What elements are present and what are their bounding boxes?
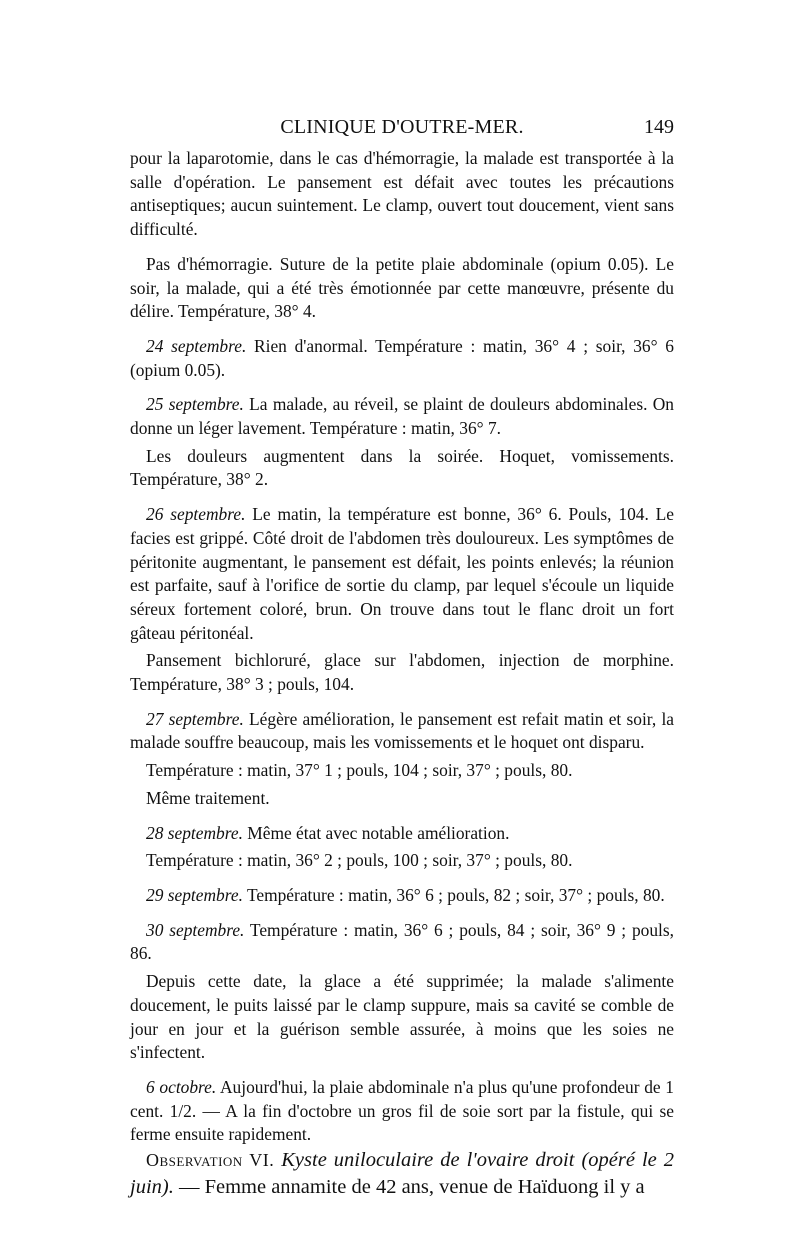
paragraph-12: Température : matin, 36° 2 ; pouls, 100 ; soir, 37° ; pouls, 80.: [146, 850, 573, 871]
entry-date: 24 septembre.: [146, 335, 247, 356]
entry-24-septembre: [130, 335, 674, 382]
observation-label: Observation VI.: [146, 1150, 275, 1171]
entry-text: Aujourd'hui, la plaie abdominale n'a plus qu'une profondeur de 1 cent. 1/2. — A la fin d'octobre un gros fil de soie sort par la fistule, qui se ferme ensuite rapidement.: [130, 1076, 675, 1145]
paragraph-15: Depuis cette date, la glace a été supprimée; la malade s'alimente doucement, le puits laissé par le clamp suppure, mais sa cavité se comble de jour en jour et la guérison semble assurée, à moins que les soies ne s'infectent.: [130, 971, 674, 1063]
entry-text: Légère amélioration, le pansement est refait matin et soir, la malade souffre beaucoup, mais les vomissements et le hoquet ont disparu.: [130, 708, 675, 753]
observation-text: — Femme annamite de 42 ans, venue de Haïduong il y a: [173, 1176, 645, 1199]
paragraph-2: Pas d'hémorragie. Suture de la petite plaie abdominale (opium 0.05). Le soir, la malade, qui a été très émotionnée par cette manœuvre, présente du délire. Température, 38° 4.: [130, 253, 674, 322]
entry-6-octobre: [130, 1076, 674, 1147]
entry-text: Température : matin, 36° 6 ; pouls, 84 ; soir, 36° 9 ; pouls, 86.: [130, 919, 674, 964]
entry-29-septembre: [130, 884, 674, 908]
entry-26-septembre: [130, 503, 674, 645]
paragraph-5: Les douleurs augmentent dans la soirée. Hoquet, vomissements. Température, 38° 2.: [130, 445, 674, 490]
entry-text: Rien d'anormal. Température : matin, 36° 4 ; soir, 36° 6 (opium 0.05).: [130, 335, 674, 380]
observation-heading: [130, 1147, 674, 1201]
entry-date: 28 septembre.: [146, 822, 243, 843]
entry-date: 25 septembre.: [146, 394, 244, 415]
entry-text: Température : matin, 36° 6 ; pouls, 82 ; soir, 37° ; pouls, 80.: [242, 884, 665, 905]
paragraph-1: pour la laparotomie, dans le cas d'hémorragie, la malade est transportée à la salle d'opération. Le pansement est défait avec toutes les précautions antiseptiques; aucun suintement. Le clamp, ouvert tout doucement, vient sans difficulté.: [130, 148, 674, 240]
page-header: [130, 116, 674, 144]
entry-date: 26 septembre.: [146, 504, 246, 525]
body-text: [130, 147, 674, 1201]
entry-25-septembre: [130, 393, 674, 440]
entry-date: 27 septembre.: [146, 708, 244, 729]
paragraph-7: Pansement bichloruré, glace sur l'abdomen, injection de morphine. Température, 38° 3 ; pouls, 104.: [130, 650, 674, 695]
running-title: CLINIQUE D'OUTRE-MER.: [280, 116, 524, 138]
entry-28-septembre: [130, 822, 674, 846]
page-number: 149: [644, 116, 674, 138]
entry-date: 6 octobre.: [146, 1076, 217, 1097]
paragraph-10: Même traitement.: [146, 787, 270, 808]
entry-27-septembre: [130, 708, 674, 755]
entry-text: La malade, au réveil, se plaint de douleurs abdominales. On donne un léger lavement. Température : matin, 36° 7.: [130, 394, 674, 439]
observation-title: Kyste uniloculaire de l'ovaire droit: [281, 1149, 575, 1172]
entry-date: 30 septembre.: [146, 919, 245, 940]
entry-30-septembre: [130, 919, 674, 966]
observation-date-note: (opéré le 2 juin).: [130, 1149, 675, 1199]
entry-text: Même état avec notable amélioration.: [242, 822, 510, 843]
paragraph-9: Température : matin, 37° 1 ; pouls, 104 ; soir, 37° ; pouls, 80.: [146, 760, 573, 781]
entry-date: 29 septembre.: [146, 884, 243, 905]
entry-text: Le matin, la température est bonne, 36° 6. Pouls, 104. Le facies est grippé. Côté droit de l'abdomen très douloureux. Les symptômes de péritonite augmentant, le pansement est défait, les points enlevés; la réunion est parfaite, sauf à l'orifice de sortie du clamp, par lequel s'écoule un liquide séreux fortement coloré, brun. On trouve dans tout le flanc droit un fort gâteau péritonéal.: [130, 504, 674, 643]
